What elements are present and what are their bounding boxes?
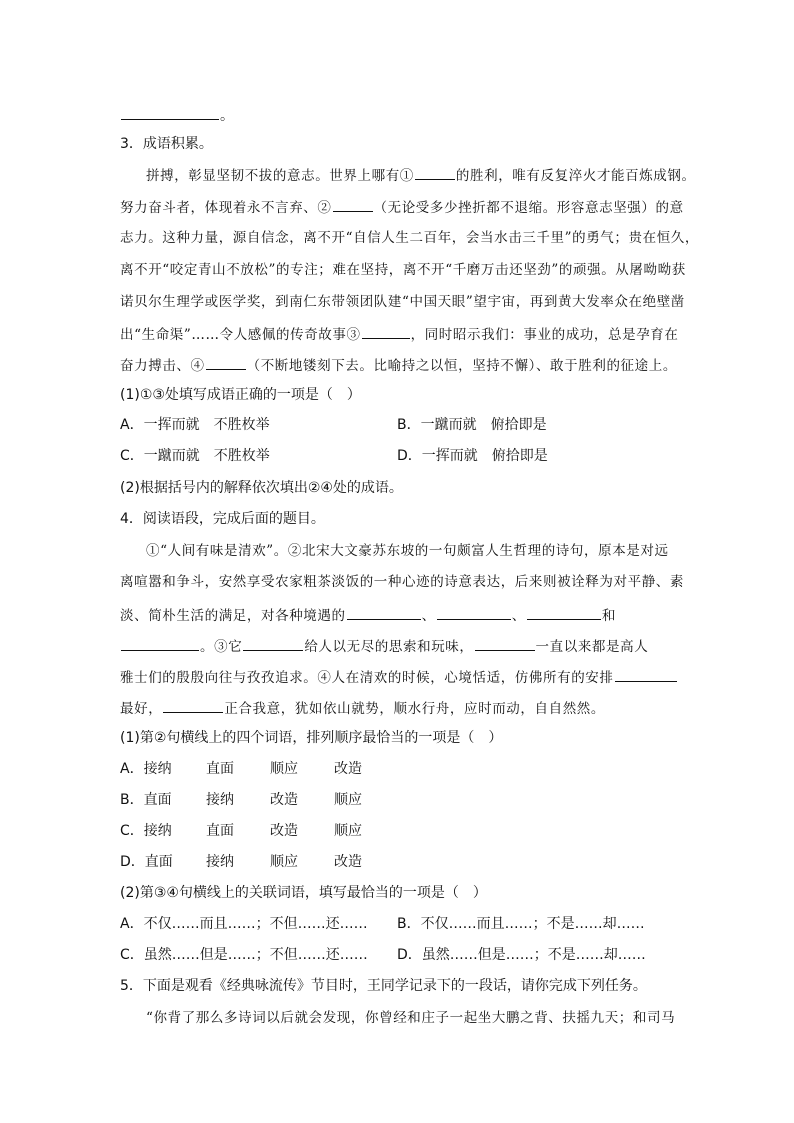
q4-sub2-option-d[interactable]: D．虽然……但是……；不是……却…… [397, 947, 646, 963]
q5-heading: 5．下面是观看《经典咏流传》节目时，王同学记录下的一段话，请你完成下列任务。 [120, 978, 647, 994]
q3-passage-line: 拼搏，彰显坚韧不拔的意志。世界上哪有① 的胜利，唯有反复淬火才能百炼成钢。 [146, 164, 696, 186]
q3-passage-line: 离不开“咬定青山不放松”的专注；难在坚持，离不开“千磨万击还坚劲”的顽强。从屠呦呦获 [120, 262, 686, 278]
blank-2[interactable] [333, 196, 373, 212]
period: 。 [220, 108, 234, 124]
q4-sub1: (1)第②句横线上的四个词语，排列顺序最恰当的一项是（ ） [120, 730, 503, 746]
q4-passage-line: 雅士们的殷殷向往与孜孜追求。④人在清欢的时候，心境恬适，仿佛所有的安排 [120, 666, 678, 688]
q3-passage-line: 出“生命渠”……令人感佩的传奇故事③ ，同时昭示我们：事业的成功，总是孕育在 [120, 323, 679, 345]
q4-passage-line: ①“人间有味是清欢”。②北宋大文豪苏东坡的一句颇富人生哲理的诗句，原本是对远 [146, 543, 669, 559]
q3-heading: 3．成语积累。 [120, 136, 213, 152]
q3-passage-line: 奋力搏击、④ （不断地镂刻下去。比喻持之以恒，坚持不懈）、敢于胜利的征途上。 [120, 354, 677, 376]
blank-4[interactable] [206, 354, 246, 370]
answer-line [120, 104, 234, 126]
blank[interactable] [475, 635, 535, 651]
blank[interactable] [347, 604, 421, 620]
blank-3[interactable] [362, 323, 410, 339]
blank[interactable] [243, 635, 303, 651]
blank[interactable] [121, 635, 199, 651]
blank[interactable] [163, 697, 223, 713]
q3-passage-line: 志力。这种力量，源自信念，离不开“自信人生二百年，会当水击三千里”的勇气；贵在恒久， [120, 230, 700, 246]
q4-passage-line: 淡、简朴生活的满足，对各种境遇的 、 、 和 [120, 604, 616, 626]
q4-sub2-option-a[interactable]: A．不仅……而且……；不但……还…… [120, 916, 368, 932]
q4-sub1-option-b[interactable]: B．直面 接纳 改造 顺应 [120, 792, 362, 808]
q3-sub1-option-c[interactable]: C．一蹴而就 不胜枚举 [120, 448, 270, 464]
q5-passage-line: “你背了那么多诗词以后就会发现，你曾经和庄子一起坐大鹏之背、扶摇九天；和司马 [146, 1010, 676, 1026]
q4-passage-line: 离喧嚣和争斗，安然享受农家粗茶淡饭的一种心迹的诗意表达，后来则被诠释为对平静、素 [120, 574, 684, 590]
q4-sub2-option-c[interactable]: C．虽然……但是……；不但……还…… [120, 947, 368, 963]
answer-blank[interactable] [121, 104, 219, 120]
q4-sub1-option-c[interactable]: C．接纳 直面 改造 顺应 [120, 823, 362, 839]
q4-sub1-option-d[interactable]: D．直面 接纳 顺应 改造 [120, 854, 362, 870]
q3-sub1: (1)①③处填写成语正确的一项是（ ） [120, 387, 361, 403]
blank[interactable] [527, 604, 601, 620]
blank-1[interactable] [415, 164, 455, 180]
q3-passage-line: 努力奋斗者，体现着永不言弃、② （无论受多少挫折都不退缩。形容意志坚强）的意 [120, 196, 684, 218]
q4-sub1-option-a[interactable]: A．接纳 直面 顺应 改造 [120, 761, 362, 777]
q4-heading: 4．阅读语段，完成后面的题目。 [120, 511, 325, 527]
q4-passage-line: 最好， 正合我意，犹如依山就势，顺水行舟，应时而动，自自然然。 [120, 697, 605, 719]
q3-sub1-option-a[interactable]: A．一挥而就 不胜枚举 [120, 417, 270, 433]
q3-sub2: (2)根据括号内的解释依次填出②④处的成语。 [120, 480, 403, 496]
q3-sub1-option-d[interactable]: D．一挥而就 俯拾即是 [397, 448, 548, 464]
blank[interactable] [615, 666, 677, 682]
blank[interactable] [437, 604, 511, 620]
q4-passage-line: 。③它 给人以无尽的思索和玩味， 一直以来都是高人 [120, 635, 648, 657]
q4-sub2: (2)第③④句横线上的关联词语，填写最恰当的一项是（ ） [120, 885, 487, 901]
q3-passage-line: 诺贝尔生理学或医学奖，到南仁东带领团队建“中国天眼”望宇宙，再到黄大发率众在绝壁凿 [120, 294, 685, 310]
q3-sub1-option-b[interactable]: B．一蹴而就 俯拾即是 [397, 417, 547, 433]
q4-sub2-option-b[interactable]: B．不仅……而且……；不是……却…… [397, 916, 645, 932]
